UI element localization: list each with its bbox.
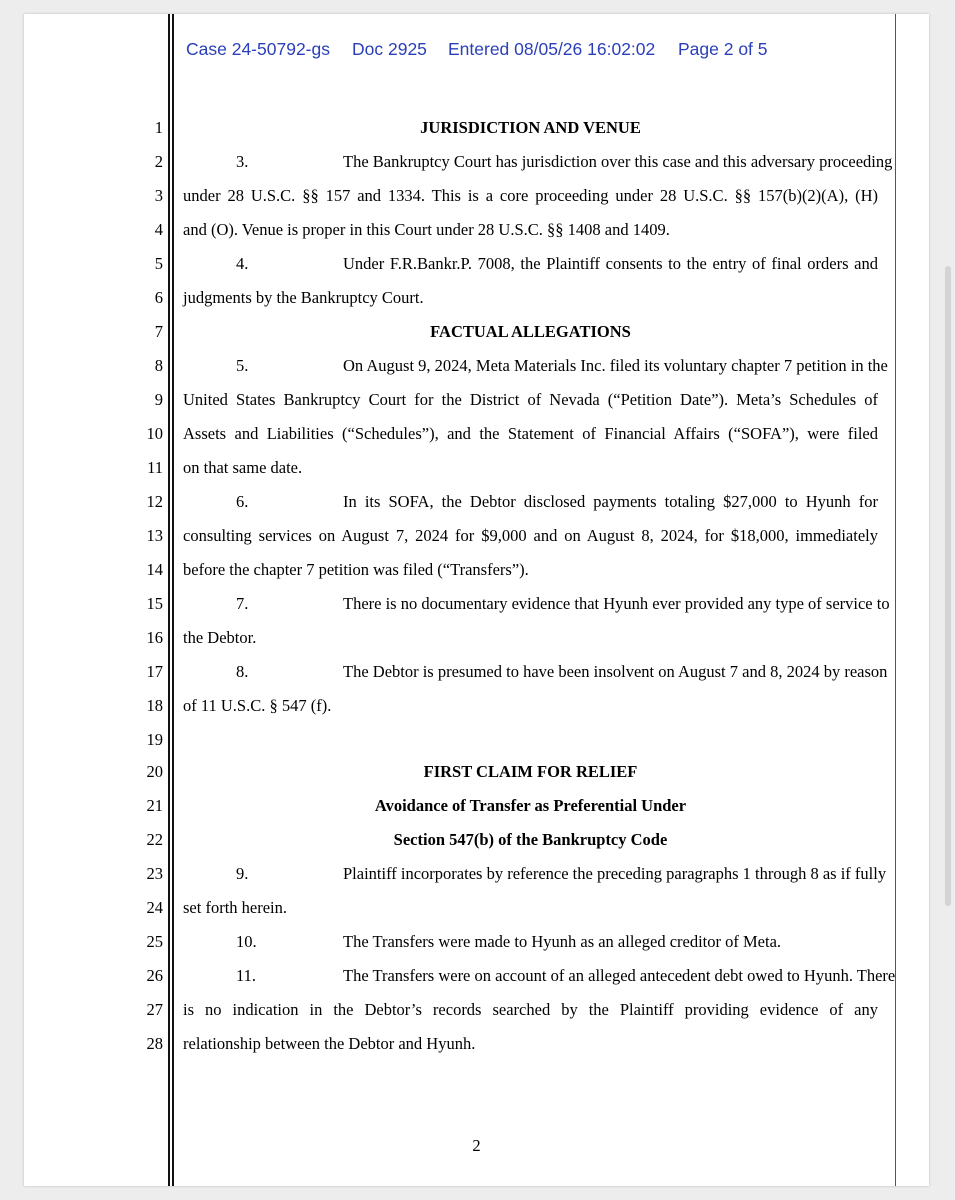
entered-timestamp: Entered 08/05/26 16:02:02 (448, 39, 656, 59)
paragraph-line: 3. The Bankruptcy Court has jurisdiction over this case and this adversary proceeding (183, 152, 878, 172)
paragraph-line: set forth herein. (183, 898, 288, 917)
paragraph-number: 4. (236, 254, 249, 273)
heading-claim-subtitle: Avoidance of Transfer as Preferential Under (374, 796, 687, 815)
doc-number: Doc 2925 (352, 39, 427, 59)
paragraph-line: is no indication in the Debtor’s records searched by the Plaintiff providing evidence of any (183, 1000, 878, 1019)
line-number: 24 (146, 898, 163, 917)
line-number: 2 (154, 152, 163, 171)
paragraph-line: 7. There is no documentary evidence that Hyunh ever provided any type of service to (183, 594, 878, 614)
margin-rule-left-1 (168, 14, 170, 1186)
case-number: Case 24-50792-gs (186, 39, 330, 59)
margin-rule-right (895, 14, 896, 1186)
paragraph-number: 9. (236, 864, 249, 883)
paragraph-line: 11. The Transfers were on account of an alleged antecedent debt owed to Hyunh. There (183, 966, 878, 986)
margin-rule-left-2 (172, 14, 174, 1186)
line-number: 15 (146, 594, 163, 613)
line-number: 18 (146, 696, 163, 715)
line-number: 1 (154, 118, 163, 137)
line-number: 4 (154, 220, 163, 239)
paragraph-line: and (O). Venue is proper in this Court under 28 U.S.C. §§ 1408 and 1409. (183, 220, 670, 239)
paragraph-line: Assets and Liabilities (“Schedules”), and the Statement of Financial Affairs (“SOFA”), were filed (183, 424, 878, 443)
line-number: 26 (146, 966, 163, 985)
heading-jurisdiction: JURISDICTION AND VENUE (420, 118, 641, 137)
line-number: 9 (154, 390, 163, 409)
paragraph-number: 11. (236, 966, 257, 985)
line-number: 21 (146, 796, 163, 815)
paragraph-number: 5. (236, 356, 249, 375)
paragraph-line: 8. The Debtor is presumed to have been insolvent on August 7 and 8, 2024 by reason (183, 662, 878, 682)
heading-claim: FIRST CLAIM FOR RELIEF (423, 762, 638, 781)
line-number: 22 (146, 830, 163, 849)
line-number: 13 (146, 526, 163, 545)
line-number: 17 (146, 662, 163, 681)
paragraph-line: United States Bankruptcy Court for the District of Nevada (“Petition Date”). Meta’s Schedules of (183, 390, 878, 409)
line-number: 6 (154, 288, 163, 307)
paragraph-line: judgments by the Bankruptcy Court. (183, 288, 424, 307)
paragraph-line: relationship between the Debtor and Hyunh. (183, 1034, 476, 1053)
paragraph-number: 3. (236, 152, 249, 171)
line-number: 28 (146, 1034, 163, 1053)
paragraph-line: consulting services on August 7, 2024 for $9,000 and on August 8, 2024, for $18,000, immediately (183, 526, 878, 545)
line-number: 23 (146, 864, 163, 883)
paragraph-line: under 28 U.S.C. §§ 157 and 1334. This is a core proceeding under 28 U.S.C. §§ 157(b)(2)(A), (H) (183, 186, 878, 205)
line-number: 12 (146, 492, 163, 511)
line-number: 14 (146, 560, 163, 579)
line-number: 20 (146, 762, 163, 781)
line-number: 16 (146, 628, 163, 647)
paragraph-line: 9. Plaintiff incorporates by reference the preceding paragraphs 1 through 8 as if fully (183, 864, 878, 884)
line-number: 25 (146, 932, 163, 951)
line-number: 5 (154, 254, 163, 273)
paragraph-line: on that same date. (183, 458, 303, 477)
line-number: 7 (154, 322, 163, 341)
line-number: 3 (154, 186, 163, 205)
heading-facts: FACTUAL ALLEGATIONS (430, 322, 631, 341)
paragraph-line: 10. The Transfers were made to Hyunh as an alleged creditor of Meta. (183, 932, 878, 952)
paragraph-line: the Debtor. (183, 628, 257, 647)
paragraph-line: of 11 U.S.C. § 547 (f). (183, 696, 332, 715)
line-number: 27 (146, 1000, 163, 1019)
paragraph-line: 6. In its SOFA, the Debtor disclosed payments totaling $27,000 to Hyunh for (183, 492, 878, 512)
paragraph-line: 4. Under F.R.Bankr.P. 7008, the Plaintiff consents to the entry of final orders and (183, 254, 878, 274)
ecf-header (24, 39, 929, 67)
paragraph-number: 8. (236, 662, 249, 681)
heading-claim-subtitle: Section 547(b) of the Bankruptcy Code (393, 830, 668, 849)
line-number: 11 (147, 458, 163, 477)
paragraph-number: 10. (236, 932, 257, 951)
line-number: 10 (146, 424, 163, 443)
line-number: 19 (146, 730, 163, 749)
paragraph-line: before the chapter 7 petition was filed (“Transfers”). (183, 560, 529, 579)
page-indicator: Page 2 of 5 (678, 39, 768, 59)
paragraph-number: 6. (236, 492, 249, 511)
line-number: 8 (154, 356, 163, 375)
page-number: 2 (472, 1136, 481, 1155)
vertical-scrollbar[interactable] (945, 266, 951, 906)
paragraph-line: 5. On August 9, 2024, Meta Materials Inc. filed its voluntary chapter 7 petition in the (183, 356, 878, 376)
paragraph-number: 7. (236, 594, 249, 613)
document-page (24, 14, 929, 1186)
